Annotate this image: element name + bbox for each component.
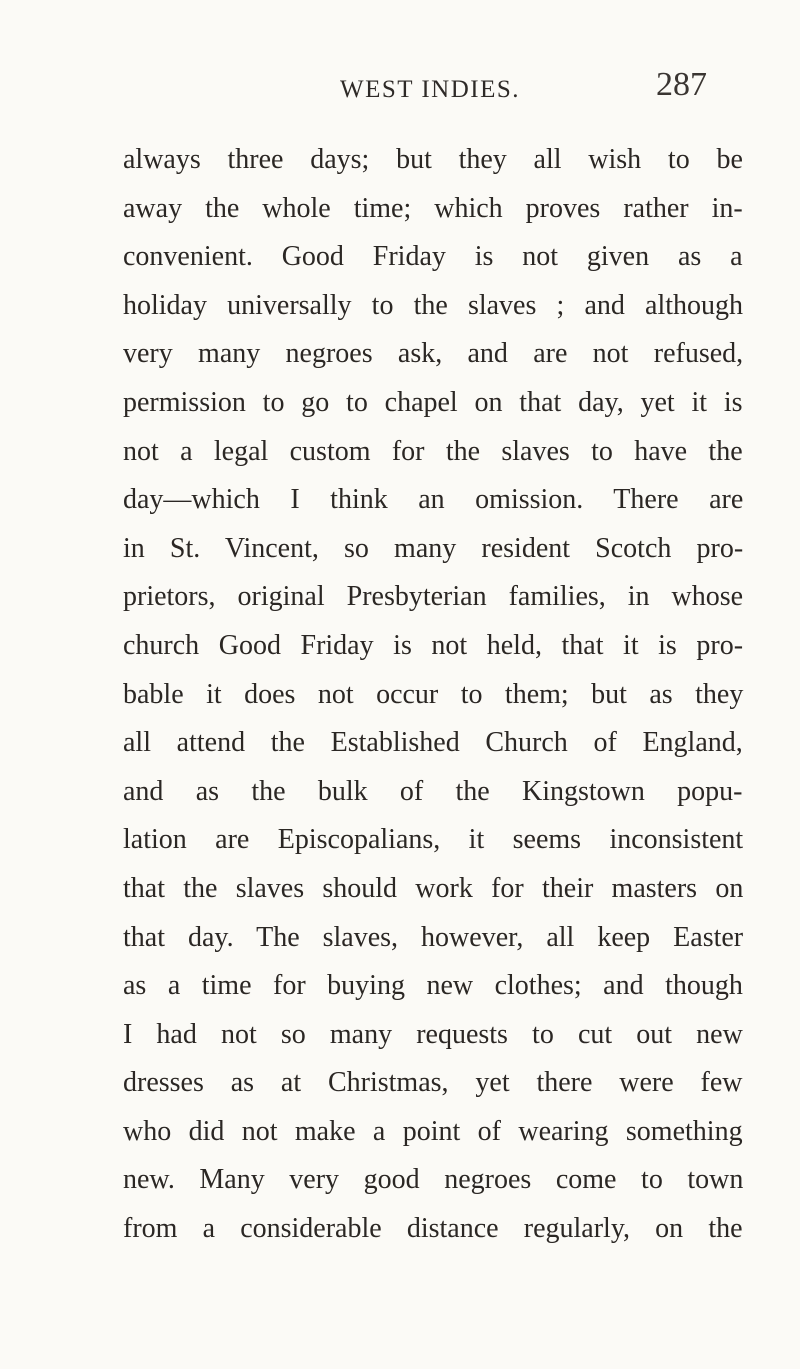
text-line: and as the bulk of the Kingstown popu- — [123, 775, 743, 807]
text-line: new. Many very good negroes come to town — [123, 1164, 744, 1196]
text-line: as a time for buying new clothes; and though — [123, 970, 743, 1002]
page-number: 287 — [656, 66, 707, 103]
text-line: bable it does not occur to them; but as they — [123, 678, 744, 710]
text-line: that the slaves should work for their masters on — [123, 872, 744, 904]
body-text — [123, 136, 743, 1254]
text-line: prietors, original Presbyterian families, in whose — [123, 581, 744, 613]
text-line: very many negroes ask, and are not refused, — [123, 338, 744, 370]
text-line: convenient. Good Friday is not given as a — [123, 241, 743, 273]
text-line: in St. Vincent, so many resident Scotch pro- — [123, 532, 744, 564]
text-line: that day. The slaves, however, all keep Easter — [123, 921, 744, 953]
text-line: always three days; but they all wish to be — [123, 144, 743, 175]
text-line: dresses as at Christmas, yet there were few — [123, 1067, 743, 1099]
text-line: from a considerable distance regularly, on the — [123, 1213, 743, 1245]
text-line: all attend the Established Church of England, — [123, 727, 743, 759]
text-line: permission to go to chapel on that day, yet it is — [123, 386, 743, 418]
text-line: who did not make a point of wearing something — [123, 1115, 743, 1147]
text-line: away the whole time; which proves rather in- — [123, 192, 743, 224]
running-head-title: WEST INDIES. — [340, 76, 521, 103]
text-line: holiday universally to the slaves ; and although — [123, 289, 744, 321]
text-line: lation are Episcopalians, it seems inconsistent — [123, 824, 744, 856]
text-line: not a legal custom for the slaves to have the — [123, 435, 743, 467]
text-line: day—which I think an omission. There are — [123, 484, 744, 516]
running-head — [0, 66, 800, 112]
text-line: I had not so many requests to cut out new — [123, 1018, 743, 1050]
text-line: church Good Friday is not held, that it is pro- — [123, 629, 744, 661]
